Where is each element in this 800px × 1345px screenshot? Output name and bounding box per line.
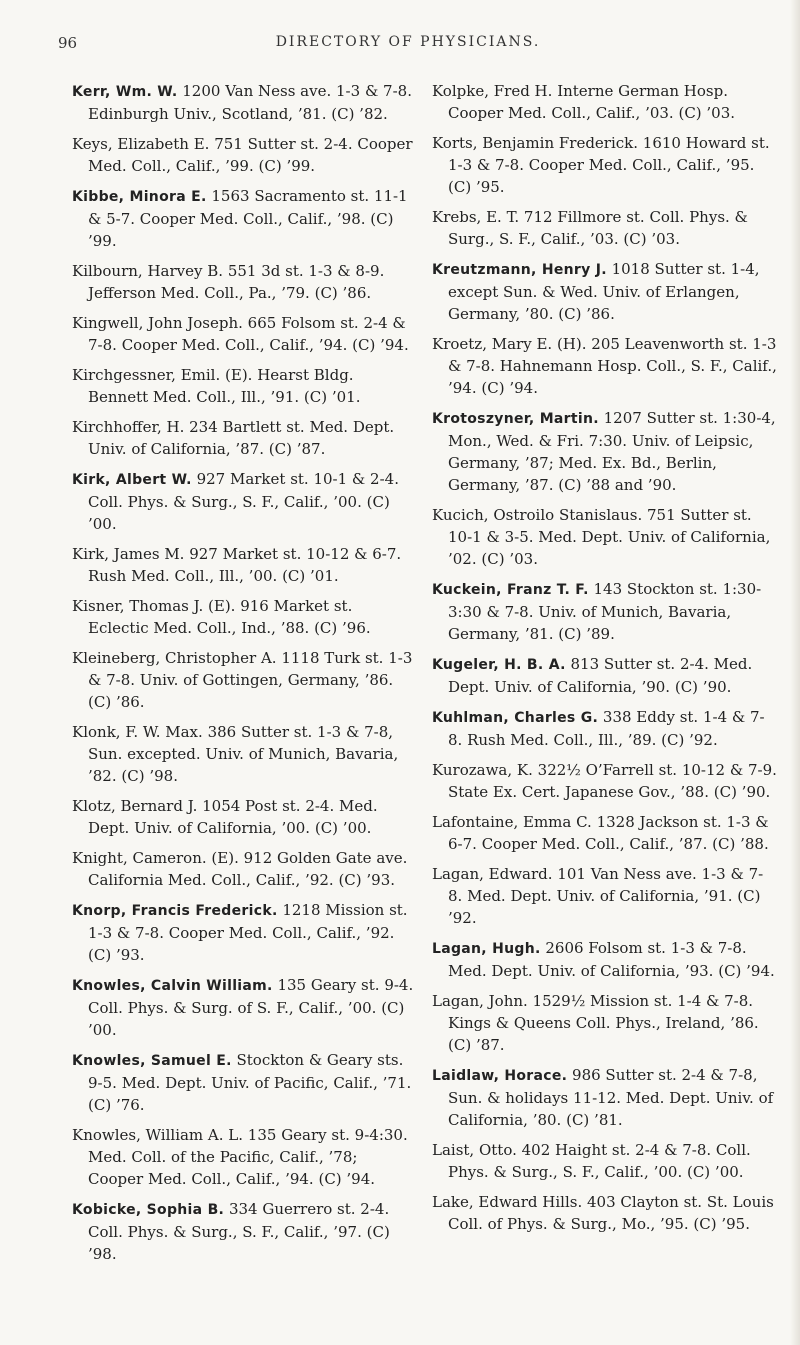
entry-details: (E). Hearst Bldg. Bennett Med. Coll., Ill., ’91. (C) ’01. bbox=[88, 366, 361, 406]
physician-name: Kugeler, H. B. A. bbox=[432, 657, 566, 673]
directory-entry bbox=[432, 80, 777, 124]
directory-entry bbox=[72, 595, 417, 639]
directory-entry bbox=[432, 653, 777, 698]
directory-entry bbox=[72, 312, 417, 356]
entry-details: 927 Market st. 10-12 & 6-7. Rush Med. Coll., Ill., ’00. (C) ’01. bbox=[88, 545, 402, 585]
entry-details: 813 Sutter st. 2-4. Med. Dept. Univ. of California, ’90. (C) ’90. bbox=[448, 655, 753, 696]
physician-name: Knowles, Calvin William. bbox=[72, 978, 273, 994]
directory-entry bbox=[72, 1198, 417, 1265]
entry-details: 135 Geary st. 9-4. Coll. Phys. & Surg. of S. F., Calif., ’00. (C) ’00. bbox=[88, 976, 414, 1039]
directory-entry bbox=[432, 1139, 777, 1183]
directory-entry bbox=[432, 759, 777, 803]
physician-name: Lagan, Hugh. bbox=[432, 941, 541, 957]
directory-entry bbox=[432, 937, 777, 982]
physician-name: Kirchgessner, Emil. bbox=[72, 366, 221, 384]
physician-name: Keys, Elizabeth E. bbox=[72, 135, 210, 153]
physician-name: Kingwell, John Joseph. bbox=[72, 314, 243, 332]
physician-name: Kerr, Wm. W. bbox=[72, 84, 178, 100]
entry-details: 322½ O’Farrell st. 10-12 & 7-9. State Ex. Cert. Japanese Gov., ’88. (C) ’90. bbox=[448, 761, 777, 801]
physician-name: Lake, Edward Hills. bbox=[432, 1193, 583, 1211]
entry-details: 1018 Sutter st. 1-4, except Sun. & Wed. Univ. of Erlangen, Germany, ’80. (C) ’86. bbox=[448, 260, 760, 323]
page-number: 96 bbox=[58, 34, 78, 52]
directory-entry bbox=[432, 333, 777, 399]
directory-entry bbox=[72, 647, 417, 713]
physician-name: Kreutzmann, Henry J. bbox=[432, 262, 607, 278]
physician-name: Lagan, John. bbox=[432, 992, 528, 1010]
entry-details: 927 Market st. 10-1 & 2-4. Coll. Phys. & Surg., S. F., Calif., ’00. (C) ’00. bbox=[88, 470, 399, 533]
running-title: DIRECTORY OF PHYSICIANS. bbox=[275, 34, 541, 50]
physician-name: Knowles, Samuel E. bbox=[72, 1053, 232, 1069]
entry-details: 143 Stockton st. 1:30-3:30 & 7-8. Univ. of Munich, Bavaria, Germany, ’81. (C) ’89. bbox=[448, 580, 762, 643]
entry-details: 234 Bartlett st. Med. Dept. Univ. of California, ’87. (C) ’87. bbox=[88, 418, 395, 458]
directory-entry bbox=[72, 721, 417, 787]
physician-name: Kolpke, Fred H. bbox=[432, 82, 553, 100]
entry-details: 101 Van Ness ave. 1-3 & 7-8. Med. Dept. Univ. of California, ’91. (C) ’92. bbox=[448, 865, 764, 927]
directory-entry bbox=[72, 185, 417, 252]
directory-entry bbox=[72, 795, 417, 839]
physician-name: Kucich, Ostroilo Stanislaus. bbox=[432, 506, 643, 524]
physician-name: Laist, Otto. bbox=[432, 1141, 517, 1159]
physician-name: Knight, Cameron. bbox=[72, 849, 207, 867]
directory-entry bbox=[432, 132, 777, 198]
directory-entry bbox=[72, 133, 417, 177]
directory-entry bbox=[72, 416, 417, 460]
page-edge-shadow bbox=[790, 0, 800, 1345]
physician-name: Kirchhoffer, H. bbox=[72, 418, 185, 436]
entry-details: 402 Haight st. 2-4 & 7-8. Coll. Phys. & Surg., S. F., Calif., ’00. (C) ’00. bbox=[448, 1141, 751, 1181]
physician-name: Krebs, E. T. bbox=[432, 208, 520, 226]
directory-entry bbox=[432, 990, 777, 1056]
entry-details: 1207 Sutter st. 1:30-4, Mon., Wed. & Fri. 7:30. Univ. of Leipsic, Germany, ’87; Med. Ex. Bd., Berlin, Germany, ’87. (C) ’88 and ’90. bbox=[448, 409, 776, 494]
entry-details: 334 Guerrero st. 2-4. Coll. Phys. & Surg., S. F., Calif., ’97. (C) ’98. bbox=[88, 1200, 390, 1263]
physician-name: Kilbourn, Harvey B. bbox=[72, 262, 224, 280]
physician-name: Laidlaw, Horace. bbox=[432, 1068, 568, 1084]
physician-name: Lagan, Edward. bbox=[432, 865, 553, 883]
entry-details: 1529½ Mission st. 1-4 & 7-8. Kings & Queens Coll. Phys., Ireland, ’86. (C) ’87. bbox=[448, 992, 759, 1054]
entry-details: 338 Eddy st. 1-4 & 7-8. Rush Med. Coll., Ill., ’89. (C) ’92. bbox=[448, 708, 765, 749]
entry-details: (E). 912 Golden Gate ave. California Med. Coll., Calif., ’92. (C) ’93. bbox=[88, 849, 408, 889]
physician-name: Lafontaine, Emma C. bbox=[432, 813, 592, 831]
directory-entry bbox=[432, 811, 777, 855]
entry-details: 2606 Folsom st. 1-3 & 7-8. Med. Dept. Univ. of California, ’93. (C) ’94. bbox=[448, 939, 775, 980]
directory-entry bbox=[72, 80, 417, 125]
physician-name: Klotz, Bernard J. bbox=[72, 797, 198, 815]
entry-details: 1218 Mission st. 1-3 & 7-8. Cooper Med. Coll., Calif., ’92. (C) ’93. bbox=[88, 901, 408, 964]
directory-entry bbox=[432, 578, 777, 645]
entry-details: 1328 Jackson st. 1-3 & 6-7. Cooper Med. Coll., Calif., ’87. (C) ’88. bbox=[448, 813, 769, 853]
physician-name: Kuckein, Franz T. F. bbox=[432, 582, 589, 598]
directory-entry bbox=[72, 543, 417, 587]
directory-entry bbox=[72, 468, 417, 535]
directory-entry bbox=[72, 1049, 417, 1116]
directory-entry bbox=[432, 863, 777, 929]
entry-details: 712 Fillmore st. Coll. Phys. & Surg., S. F., Calif., ’03. (C) ’03. bbox=[448, 208, 748, 248]
entry-details: 1054 Post st. 2-4. Med. Dept. Univ. of California, ’00. (C) ’00. bbox=[88, 797, 378, 837]
physician-name: Kobicke, Sophia B. bbox=[72, 1202, 225, 1218]
physician-name: Klonk, F. W. Max. bbox=[72, 723, 203, 741]
directory-entry bbox=[432, 407, 777, 496]
directory-entry bbox=[72, 847, 417, 891]
physician-name: Kisner, Thomas J. bbox=[72, 597, 204, 615]
directory-entry bbox=[72, 1124, 417, 1190]
physician-name: Kurozawa, K. bbox=[432, 761, 533, 779]
entry-details: 1118 Turk st. 1-3 & 7-8. Univ. of Gottingen, Germany, ’86. (C) ’86. bbox=[88, 649, 413, 711]
directory-entry bbox=[432, 258, 777, 325]
entry-details: 751 Sutter st. 2-4. Cooper Med. Coll., Calif., ’99. (C) ’99. bbox=[88, 135, 413, 175]
directory-entry bbox=[72, 899, 417, 966]
physician-name: Knowles, William A. L. bbox=[72, 1126, 244, 1144]
entry-details: Interne German Hosp. Cooper Med. Coll., Calif., ’03. (C) ’03. bbox=[448, 82, 736, 122]
directory-entry bbox=[72, 364, 417, 408]
entry-details: 986 Sutter st. 2-4 & 7-8, Sun. & holidays 11-12. Med. Dept. Univ. of California, ’80. (C) ’81. bbox=[448, 1066, 774, 1129]
entry-details: 665 Folsom st. 2-4 & 7-8. Cooper Med. Coll., Calif., ’94. (C) ’94. bbox=[88, 314, 409, 354]
entry-details: 751 Sutter st. 10-1 & 3-5. Med. Dept. Univ. of California, ’02. (C) ’03. bbox=[448, 506, 771, 568]
directory-entry bbox=[432, 1064, 777, 1131]
entry-details: 403 Clayton st. St. Louis Coll. of Phys. & Surg., Mo., ’95. (C) ’95. bbox=[448, 1193, 774, 1233]
directory-entry bbox=[72, 974, 417, 1041]
entry-details: 386 Sutter st. 1-3 & 7-8, Sun. excepted. Univ. of Munich, Bavaria, ’82. (C) ’98. bbox=[88, 723, 399, 785]
entry-details: 1200 Van Ness ave. 1-3 & 7-8. Edinburgh Univ., Scotland, ’81. (C) ’82. bbox=[88, 82, 412, 123]
directory-entry bbox=[432, 1191, 777, 1235]
left-column bbox=[72, 80, 417, 1273]
entry-details: (H). 205 Leavenworth st. 1-3 & 7-8. Hahnemann Hosp. Coll., S. F., Calif., ’94. (C) ’94. bbox=[448, 335, 777, 397]
directory-entry bbox=[432, 706, 777, 751]
physician-name: Korts, Benjamin Frederick. bbox=[432, 134, 639, 152]
page-header bbox=[58, 34, 758, 58]
physician-name: Kroetz, Mary E. bbox=[432, 335, 553, 353]
directory-entry bbox=[72, 260, 417, 304]
physician-name: Knorp, Francis Frederick. bbox=[72, 903, 278, 919]
directory-entry bbox=[432, 206, 777, 250]
entry-details: 551 3d st. 1-3 & 8-9. Jefferson Med. Coll., Pa., ’79. (C) ’86. bbox=[88, 262, 385, 302]
entry-details: Stockton & Geary sts. 9-5. Med. Dept. Univ. of Pacific, Calif., ’71. (C) ’76. bbox=[88, 1051, 412, 1114]
entry-details: (E). 916 Market st. Eclectic Med. Coll., Ind., ’88. (C) ’96. bbox=[88, 597, 371, 637]
physician-name: Kibbe, Minora E. bbox=[72, 189, 207, 205]
physician-name: Kuhlman, Charles G. bbox=[432, 710, 599, 726]
physician-name: Kleineberg, Christopher A. bbox=[72, 649, 277, 667]
entry-details: 1563 Sacramento st. 11-1 & 5-7. Cooper Med. Coll., Calif., ’98. (C) ’99. bbox=[88, 187, 408, 250]
right-column bbox=[432, 80, 777, 1243]
physician-name: Krotoszyner, Martin. bbox=[432, 411, 599, 427]
physician-name: Kirk, James M. bbox=[72, 545, 185, 563]
entry-details: 135 Geary st. 9-4:30. Med. Coll. of the Pacific, Calif., ’78; Cooper Med. Coll., Calif., ’94. (C) ’94. bbox=[88, 1126, 408, 1188]
physician-name: Kirk, Albert W. bbox=[72, 472, 192, 488]
entry-details: 1610 Howard st. 1-3 & 7-8. Cooper Med. Coll., Calif., ’95. (C) ’95. bbox=[448, 134, 770, 196]
directory-entry bbox=[432, 504, 777, 570]
